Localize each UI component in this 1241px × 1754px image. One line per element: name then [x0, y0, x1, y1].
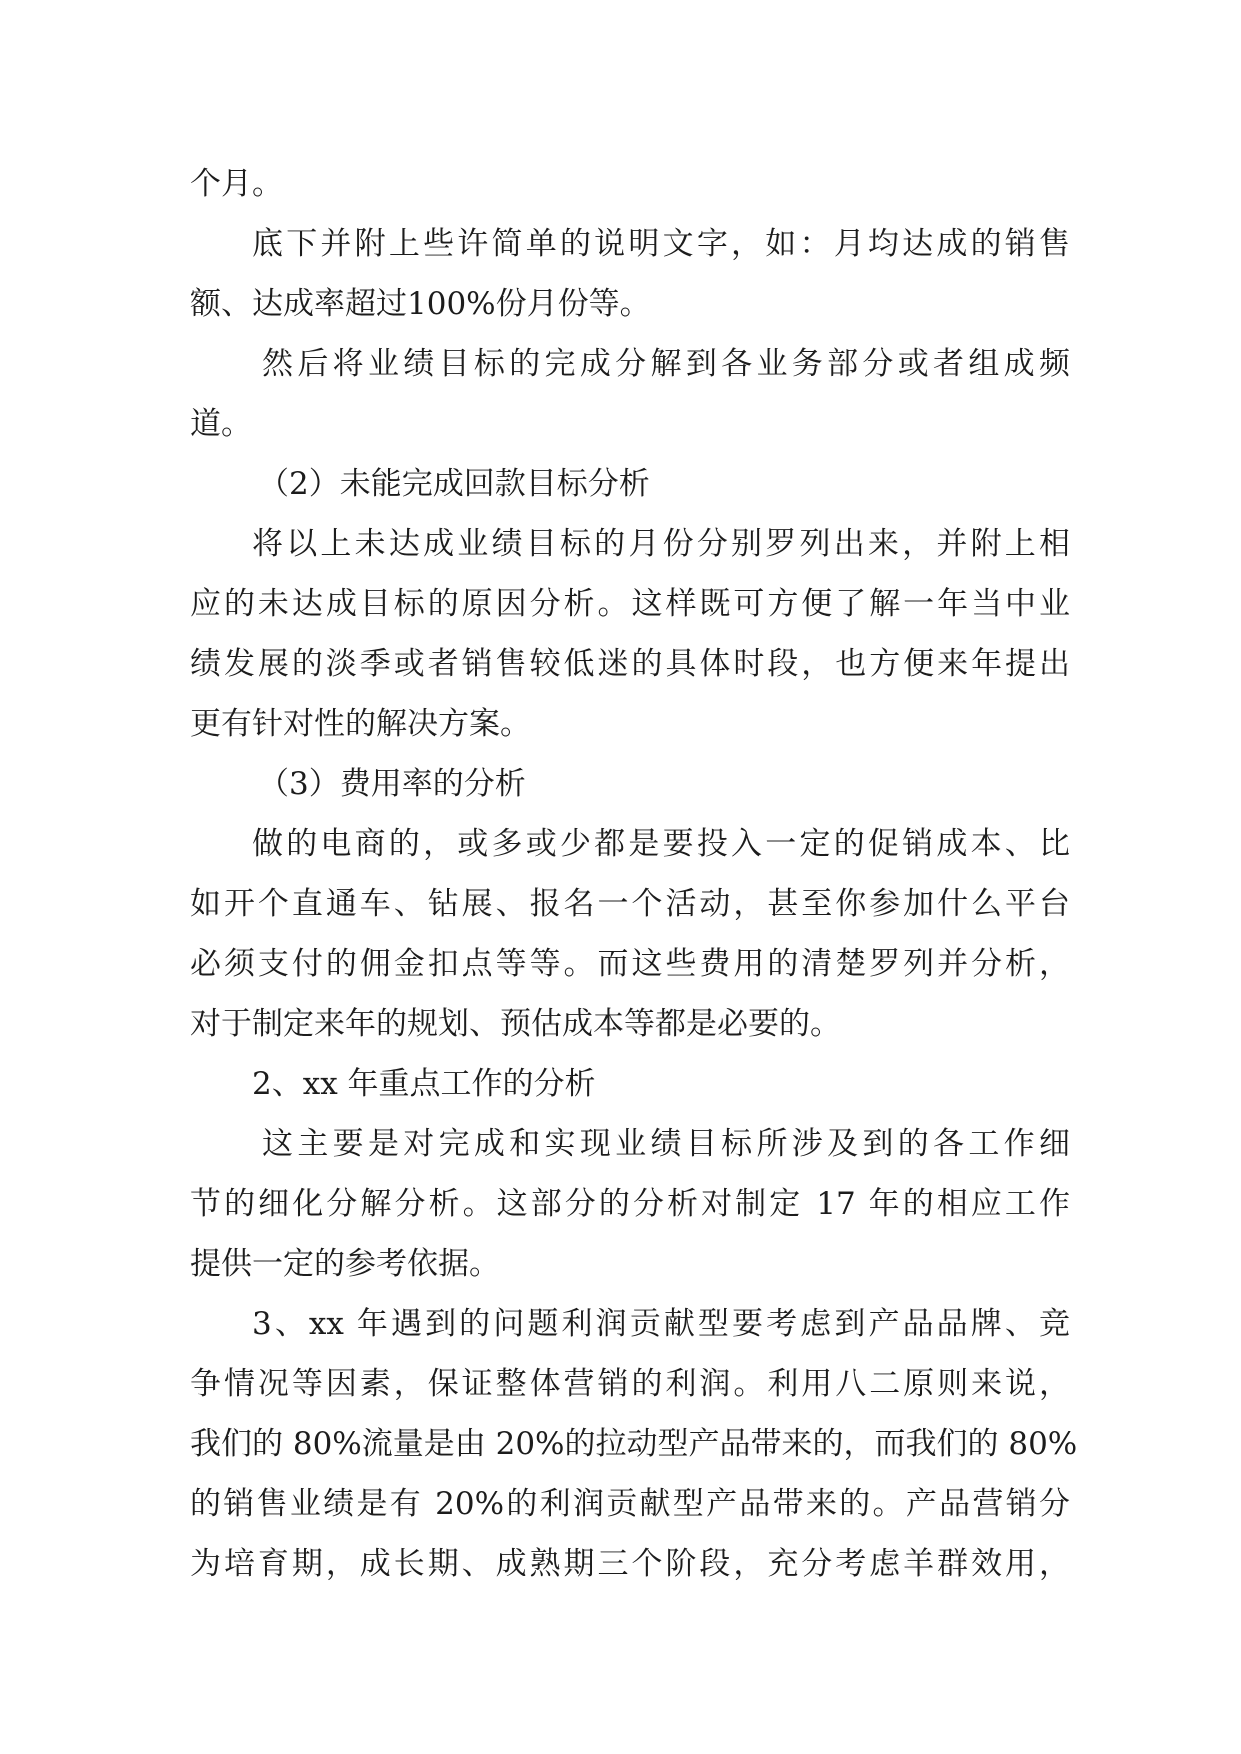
text-line: 绩发展的淡季或者销售较低迷的具体时段，也方便来年提出	[190, 646, 1070, 682]
text-line: 必须支付的佣金扣点等等。而这些费用的清楚罗列并分析，	[190, 946, 1070, 982]
text-line: 如开个直通车、钻展、报名一个活动，甚至你参加什么平台	[190, 886, 1070, 922]
text-line: 个月。	[190, 166, 283, 202]
section-heading: （2）未能完成回款目标分析	[258, 466, 650, 502]
text-line: 更有针对性的解决方案。	[190, 706, 531, 742]
text-line: 提供一定的参考依据。	[190, 1246, 500, 1282]
text-line: 这主要是对完成和实现业绩目标所涉及到的各工作细	[262, 1126, 1070, 1162]
text-line: 然后将业绩目标的完成分解到各业务部分或者组成频	[262, 346, 1070, 382]
text-line: 应的未达成目标的原因分析。这样既可方便了解一年当中业	[190, 586, 1070, 622]
text-line: 对于制定来年的规划、预估成本等都是必要的。	[190, 1006, 841, 1042]
text-line: 额、达成率超过100%份月份等。	[190, 286, 651, 322]
text-line: 争情况等因素，保证整体营销的利润。利用八二原则来说，	[190, 1366, 1070, 1402]
text-line: 将以上未达成业绩目标的月份分别罗列出来，并附上相	[252, 526, 1070, 562]
text-line: 3、xx 年遇到的问题利润贡献型要考虑到产品品牌、竞	[252, 1306, 1070, 1342]
text-line: 底下并附上些许简单的说明文字，如：月均达成的销售	[252, 226, 1070, 262]
text-line: 的销售业绩是有 20%的利润贡献型产品带来的。产品营销分	[190, 1486, 1070, 1522]
text-line: 我们的 80%流量是由 20%的拉动型产品带来的，而我们的 80%	[190, 1426, 1078, 1462]
text-line: 做的电商的，或多或少都是要投入一定的促销成本、比	[252, 826, 1070, 862]
section-heading: （3）费用率的分析	[258, 766, 526, 802]
text-line: 节的细化分解分析。这部分的分析对制定 17 年的相应工作	[190, 1186, 1070, 1222]
section-heading: 2、xx 年重点工作的分析	[252, 1066, 596, 1102]
text-line: 为培育期，成长期、成熟期三个阶段，充分考虑羊群效用，	[190, 1546, 1070, 1582]
text-line: 道。	[190, 406, 252, 442]
